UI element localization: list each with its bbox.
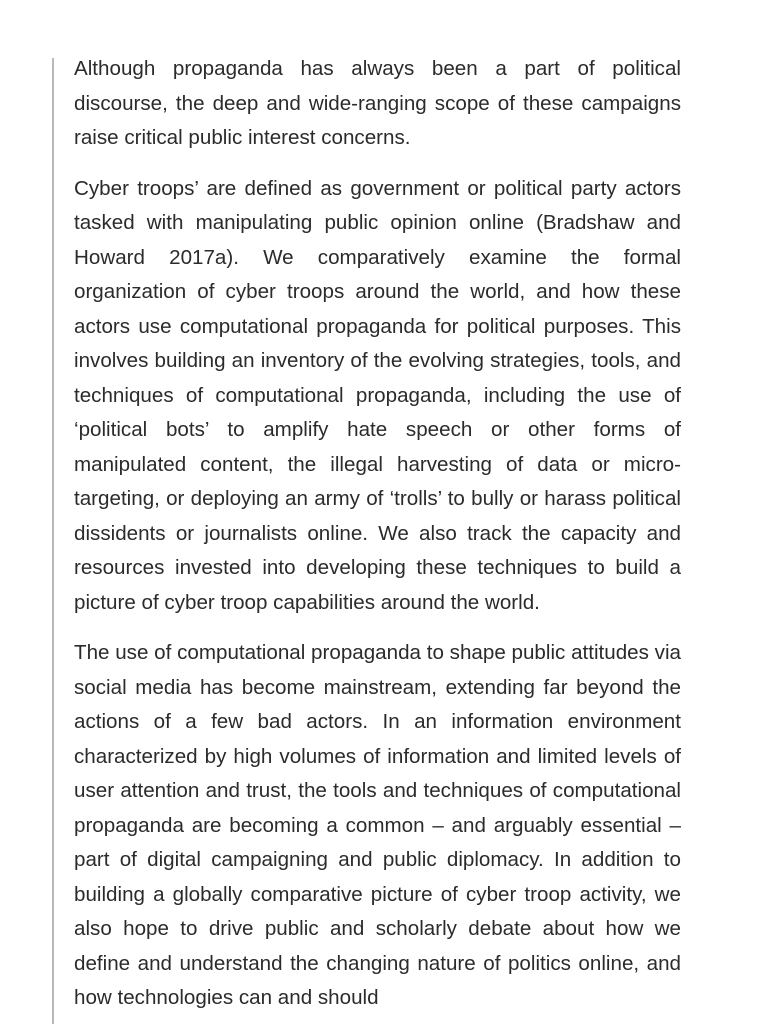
paragraph-2: Cyber troops’ are defined as government or political party actors tasked with manipulating public opinion online (Bradshaw and Howard 2017a). We comparatively examine the formal organization of cyber troops around the world, and how these actors use computational propaganda for political purposes. This involves building an inventory of the evolving strategies, tools, and techniques of computational propaganda, including the use of ‘political bots’ to amplify hate speech or other forms of manipulated content, the illegal harvesting of data or micro-targeting, or deploying an army of ‘trolls’ to bully or harass political dissidents or journalists online. We also track the capacity and resources invested into developing these techniques to build a picture of cyber troop capabilities around the world. [74, 176, 681, 614]
margin-rule [52, 58, 54, 1024]
paragraph-1: Although propaganda has always been a part of political discourse, the deep and wide-ranging scope of these campaigns raise critical public interest concerns. [74, 57, 681, 149]
paragraph-3: The use of computational propaganda to shape public attitudes via social media has become mainstream, extending far beyond the actions of a few bad actors. In an information environment characterized by high volumes of information and limited levels of user attention and trust, the tools and techniques of computational propaganda are becoming a common – and arguably essential – part of digital campaigning and public diplomacy. In addition to building a globally comparative picture of cyber troop activity, we also hope to drive public and scholarly debate about how we define and understand the changing nature of politics online, and how technologies can and should [74, 641, 681, 1009]
body-text [74, 52, 681, 1024]
